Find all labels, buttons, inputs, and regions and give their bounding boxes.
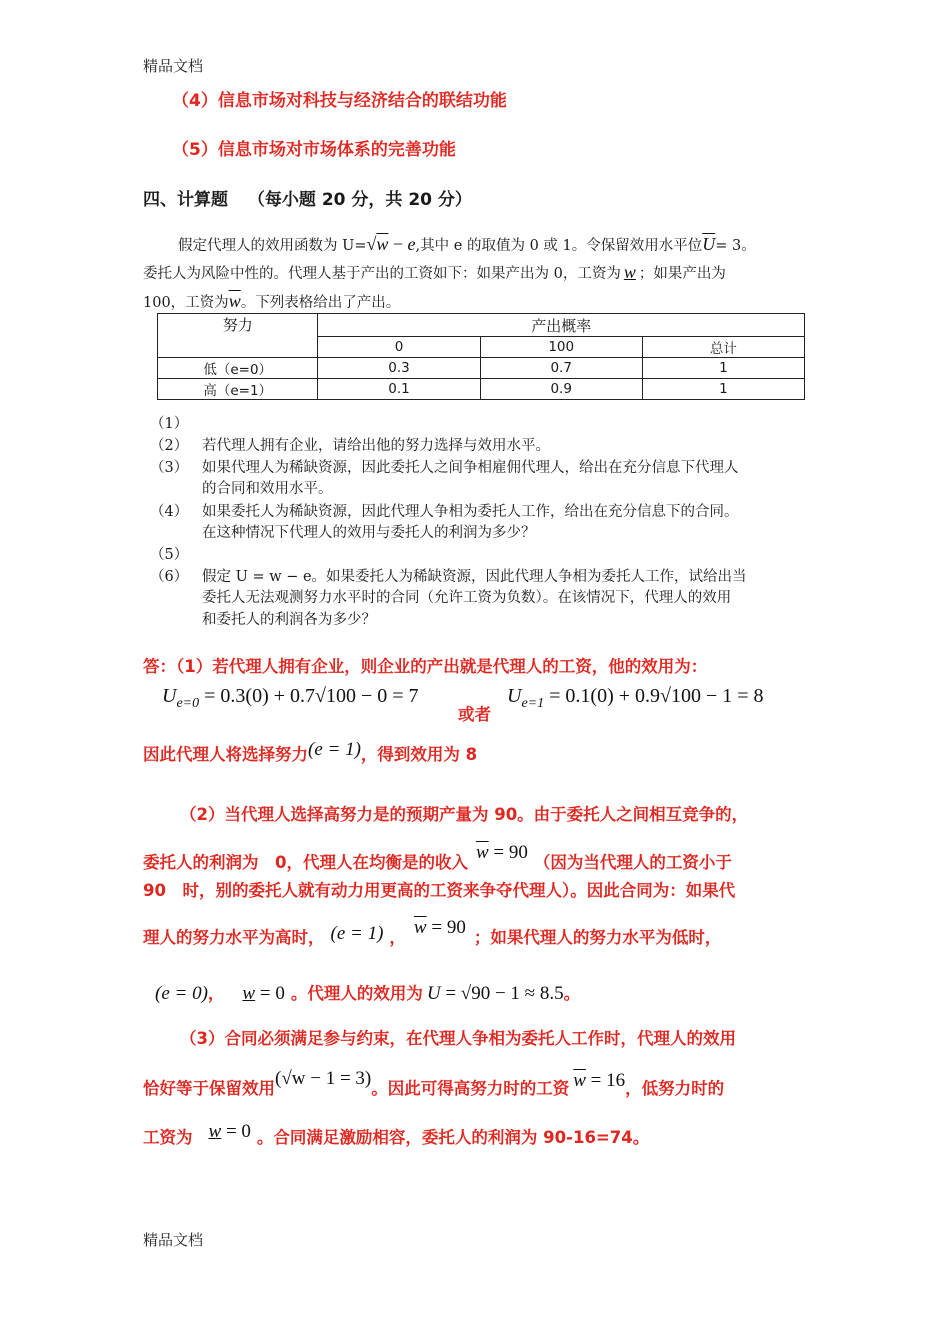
row-label: 低（e=0） bbox=[158, 358, 318, 379]
item-4: （4）信息市场对科技与经济结合的联结功能 bbox=[172, 91, 507, 111]
row-label: 高（e=1） bbox=[158, 379, 318, 400]
table-cell: 1 bbox=[642, 358, 804, 379]
answer-3-line-2 bbox=[143, 1068, 725, 1100]
question-text: 若代理人拥有企业，请给出他的努力选择与效用水平。 bbox=[202, 438, 550, 454]
question-num: （4） bbox=[150, 504, 189, 520]
answer-1-post: ，得到效用为 8 bbox=[360, 745, 478, 764]
problem-l2b: ；如果产出为 bbox=[638, 266, 726, 282]
question-6-cont-1: 委托人无法观测努力水平时的合同（允许工资为负数）。在该情况下，代理人的效用 bbox=[202, 590, 732, 606]
col-total: 总计 bbox=[642, 337, 804, 358]
answer-2-l2a: 委托人的利润为 0，代理人在均衡是的收入 bbox=[143, 853, 468, 872]
table-cell: 0.7 bbox=[480, 358, 642, 379]
question-3 bbox=[150, 456, 739, 477]
answer-3-l2b: 。因此可得高努力时的工资 bbox=[371, 1079, 570, 1098]
question-4 bbox=[150, 500, 739, 521]
item-5: （5）信息市场对市场体系的完善功能 bbox=[172, 140, 456, 160]
participation-constraint: (√w − 1 = 3) bbox=[275, 1068, 372, 1089]
formula-e1: $U_{e=1} = 0.1(0) + 0.9√100 - 1 = 8$ bbox=[507, 685, 764, 711]
question-num: （1） bbox=[150, 416, 189, 432]
answer-2-l5a: 。代理人的效用为 bbox=[290, 984, 423, 1003]
question-text: 如果委托人为稀缺资源，因此代理人争相为委托人工作，给出在充分信息下的合同。 bbox=[202, 504, 739, 520]
utility-result-val: = √90 − 1 ≈ 8.5 bbox=[445, 983, 564, 1004]
answer-3-l2c: ，低努力时的 bbox=[625, 1079, 725, 1098]
answer-1-conclusion bbox=[143, 741, 477, 766]
section-title: 四、计算题 bbox=[143, 190, 228, 210]
answer-1-intro: 答：（1）若代理人拥有企业，则企业的产出就是代理人的工资，他的效用为： bbox=[143, 657, 708, 676]
col-100: 100 bbox=[480, 337, 642, 358]
answer-1-pre: 因此代理人将选择努力 bbox=[143, 745, 308, 764]
problem-l2a: 委托人为风险中性的。代理人基于产出的工资如下：如果产出为 0，工资为 bbox=[143, 266, 621, 282]
eq-w90-b: $\overline{w} = 90$ bbox=[413, 917, 466, 938]
eq-w90-a: $\overline{w} = 90$ bbox=[475, 842, 528, 863]
utility-formula: √w − e bbox=[366, 234, 416, 254]
question-num: （5） bbox=[150, 547, 189, 563]
answer-2-line-2 bbox=[143, 842, 732, 874]
answer-2-l2b: （因为当代理人的工资小于 bbox=[533, 853, 732, 872]
question-text: 如果代理人为稀缺资源，因此委托人之间争相雇佣代理人，给出在充分信息下代理人 bbox=[202, 460, 739, 476]
table-cell: 0.9 bbox=[480, 379, 642, 400]
answer-3-line-3 bbox=[143, 1121, 650, 1149]
problem-line-1 bbox=[178, 234, 756, 255]
problem-line-3 bbox=[143, 291, 400, 312]
problem-l3a: 100，工资为 bbox=[143, 295, 229, 311]
eq-w90-b-val: = 90 bbox=[431, 917, 466, 938]
question-3-cont: 的合同和效用水平。 bbox=[202, 481, 333, 497]
question-6 bbox=[150, 565, 747, 586]
eq-w0-a-val: = 0 bbox=[259, 983, 285, 1004]
eq-w0-b-val: = 0 bbox=[225, 1121, 251, 1142]
low-wage-symbol: w bbox=[623, 262, 636, 282]
high-wage-symbol: $\overline{w}$ bbox=[228, 291, 241, 311]
section-note: （每小题 20 分，共 20 分） bbox=[247, 190, 472, 210]
answer-3-l3a: 工资为 bbox=[143, 1128, 193, 1147]
effort-choice: (e = 1) bbox=[308, 739, 361, 760]
reserve-utility-symbol: $\overline{U}$ bbox=[702, 234, 716, 254]
problem-l3b: 。下列表格给出了产出。 bbox=[240, 295, 401, 311]
eq-w16: $\overline{w} = 16$ bbox=[573, 1070, 626, 1091]
question-num: （2） bbox=[150, 438, 189, 454]
question-2 bbox=[150, 434, 550, 455]
problem-l1b: ,其中 e 的取值为 0 或 1。令保留效用水平位 bbox=[415, 238, 703, 254]
answer-3-l2a: 恰好等于保留效用 bbox=[143, 1079, 275, 1098]
formula-e0-body: = 0.3(0) + 0.7√100 − 0 = 7 bbox=[204, 685, 419, 707]
eq-w0-a: w = 0 bbox=[242, 983, 285, 1004]
page-header: 精品文档 bbox=[143, 57, 204, 75]
answer-2-line-1: （2）当代理人选择高努力是的预期产量为 90。由于委托人之间相互竞争的， bbox=[180, 805, 749, 824]
answer-2-l4b: ；如果代理人的努力水平为低时， bbox=[473, 928, 722, 947]
or-text: 或者 bbox=[458, 705, 491, 724]
question-6-cont-2: 和委托人的利润各为多少？ bbox=[202, 612, 376, 628]
utility-result: U = √90 − 1 ≈ 8.5 bbox=[426, 983, 564, 1004]
answer-2-line-4: 理人的努力水平为高时， (e = 1) ， $\overline{w} = 90$ ；如果代理人的努力水平为低时， bbox=[143, 917, 722, 947]
answer-3-l3b: 。合同满足激励相容，委托人的利润为 90-16=74。 bbox=[256, 1128, 650, 1147]
effort-header: 努力 bbox=[158, 314, 318, 358]
output-table bbox=[157, 313, 805, 400]
table-cell: 0.1 bbox=[318, 379, 480, 400]
col-0: 0 bbox=[318, 337, 480, 358]
section-heading bbox=[143, 185, 472, 210]
question-5 bbox=[150, 543, 188, 564]
table-row bbox=[158, 358, 805, 379]
page-footer: 精品文档 bbox=[143, 1231, 204, 1249]
problem-l1c: = 3。 bbox=[715, 238, 756, 254]
question-4-cont: 在这种情况下代理人的效用与委托人的利润为多少？ bbox=[202, 525, 536, 541]
problem-line-2 bbox=[143, 262, 726, 283]
question-text: 假定 U = w − e。如果委托人为稀缺资源，因此代理人争相为委托人工作，试给出当 bbox=[202, 569, 747, 585]
answer-3-line-1: （3）合同必须满足参与约束，在代理人争相为委托人工作时，代理人的效用 bbox=[180, 1029, 736, 1048]
problem-l1a: 假定代理人的效用函数为 U= bbox=[178, 238, 367, 254]
eq-w0-b: w = 0 bbox=[208, 1121, 251, 1142]
table-row bbox=[158, 379, 805, 400]
question-num: （6） bbox=[150, 569, 189, 585]
question-num: （3） bbox=[150, 460, 189, 476]
answer-2-l4a: 理人的努力水平为高时， bbox=[143, 928, 325, 947]
table-cell: 1 bbox=[642, 379, 804, 400]
formula-e0: $U_{e=0} = 0.3(0) + 0.7√100 - 0 = 7$ bbox=[162, 685, 419, 711]
question-1 bbox=[150, 412, 188, 433]
effort-low: (e = 0) bbox=[155, 983, 208, 1004]
answer-2-line-5: (e = 0)， w = 0 。代理人的效用为 U = √90 − 1 ≈ 8.5。 bbox=[155, 983, 581, 1004]
formula-e1-body: = 0.1(0) + 0.9√100 − 1 = 8 bbox=[549, 685, 764, 707]
table-cell: 0.3 bbox=[318, 358, 480, 379]
effort-high: (e = 1) bbox=[330, 923, 384, 944]
prob-header: 产出概率 bbox=[318, 314, 805, 337]
answer-2-line-3: 90 时，别的委托人就有动力用更高的工资来争夺代理人）。因此合同为：如果代 bbox=[143, 881, 736, 900]
eq-w16-val: = 16 bbox=[590, 1070, 626, 1091]
clipped-text-fragment bbox=[170, 403, 580, 407]
eq-w90-a-val: = 90 bbox=[493, 842, 528, 863]
